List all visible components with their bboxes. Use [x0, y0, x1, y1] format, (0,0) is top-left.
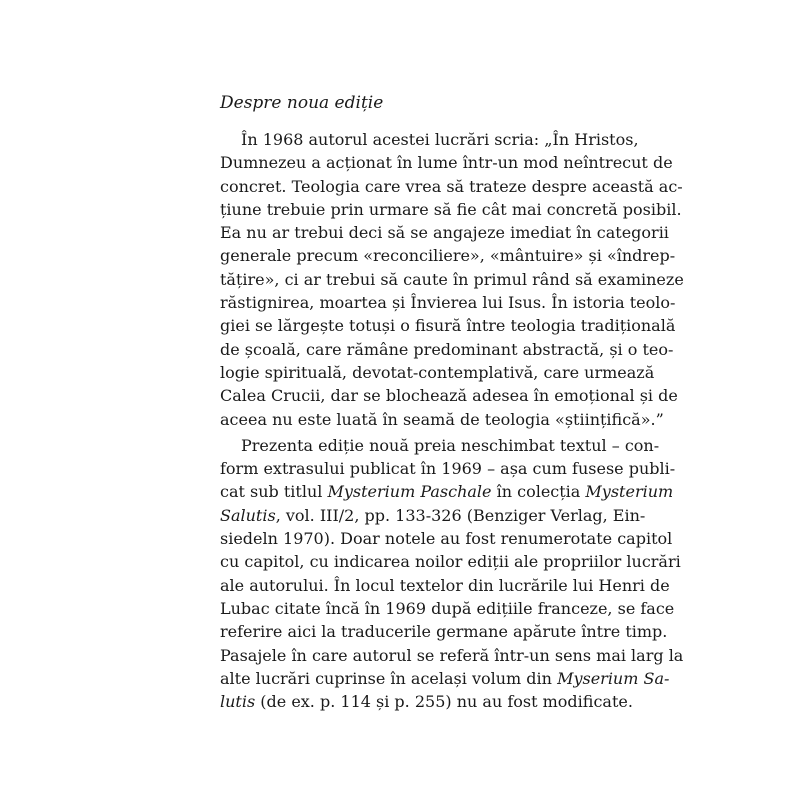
text-line: tățire», ci ar trebui să caute în primul rând să examineze	[220, 269, 684, 289]
paragraph-1	[220, 128, 684, 431]
text-line	[220, 667, 670, 690]
text-line: ale autorului. În locul textelor din lucrările lui Henri de	[220, 575, 670, 595]
text-line: cu capitol, cu indicarea noilor ediții ale propriilor lucrări	[220, 552, 681, 572]
text-line: logie spirituală, devotat-contemplativă, care urmează	[220, 362, 655, 382]
text-line: giei se lărgește totuși o fisură între teologia tradițională	[220, 316, 676, 336]
text-line: Lubac citate încă în 1969 după edițiile franceze, se face	[220, 598, 675, 618]
text-segment: (de ex. p. 114 și p. 255) nu au fost modificate.	[255, 692, 633, 712]
text-line: referire aici la traducerile germane apărute între timp.	[220, 622, 668, 642]
italic-title: Salutis	[220, 505, 276, 525]
text-line: În 1968 autorul acestei lucrări scria: „În Hristos,	[241, 130, 639, 149]
text-line: Calea Crucii, dar se blochează adesea în emoțional și de	[220, 386, 678, 406]
text-line: Dumnezeu a acționat în lume într-un mod neîntrecut de	[220, 153, 673, 173]
paragraph-2	[220, 434, 684, 714]
text-segment: alte lucrări cuprinse în același volum din	[220, 668, 558, 688]
text-line: de școală, care rămâne predominant abstractă, și o teo-	[220, 339, 674, 359]
italic-title: Mysterium	[585, 482, 674, 502]
body-text	[220, 128, 684, 713]
text-segment: , vol. III/2, pp. 133-326 (Benziger Verlag, Ein-	[275, 505, 646, 525]
text-line: Prezenta ediție nouă preia neschimbat textul – con-	[241, 435, 660, 455]
italic-title: Mysterium Paschale	[327, 482, 492, 502]
text-line: concret. Teologia care vrea să trateze despre această ac-	[220, 176, 683, 196]
italic-title: lutis	[220, 692, 256, 712]
text-segment: cat sub titlul	[220, 482, 328, 502]
text-line	[220, 504, 646, 527]
text-line	[220, 690, 633, 713]
text-line: aceea nu este luată în seamă de teologia «științifică».”	[220, 409, 664, 429]
text-line: Ea nu ar trebui deci să se angajeze imediat în categorii	[220, 223, 669, 243]
text-line: siedeln 1970). Doar notele au fost renumerotate capitol	[220, 529, 673, 549]
text-line: răstignirea, moartea și Învierea lui Isus. În istoria teolo-	[220, 293, 676, 313]
text-line: țiune trebuie prin urmare să fie cât mai concretă posibil.	[220, 199, 682, 219]
text-segment: în colecția	[491, 482, 586, 502]
italic-title: Myserium Sa-	[557, 668, 670, 688]
text-line: generale precum «reconciliere», «mântuire» și «îndrep-	[220, 246, 676, 266]
section-heading: Despre noua ediție	[220, 93, 384, 113]
text-line	[220, 480, 674, 503]
text-line: Pasajele în care autorul se referă într-un sens mai larg la	[220, 645, 684, 665]
text-line: form extrasului publicat în 1969 – așa cum fusese publi-	[220, 459, 676, 479]
